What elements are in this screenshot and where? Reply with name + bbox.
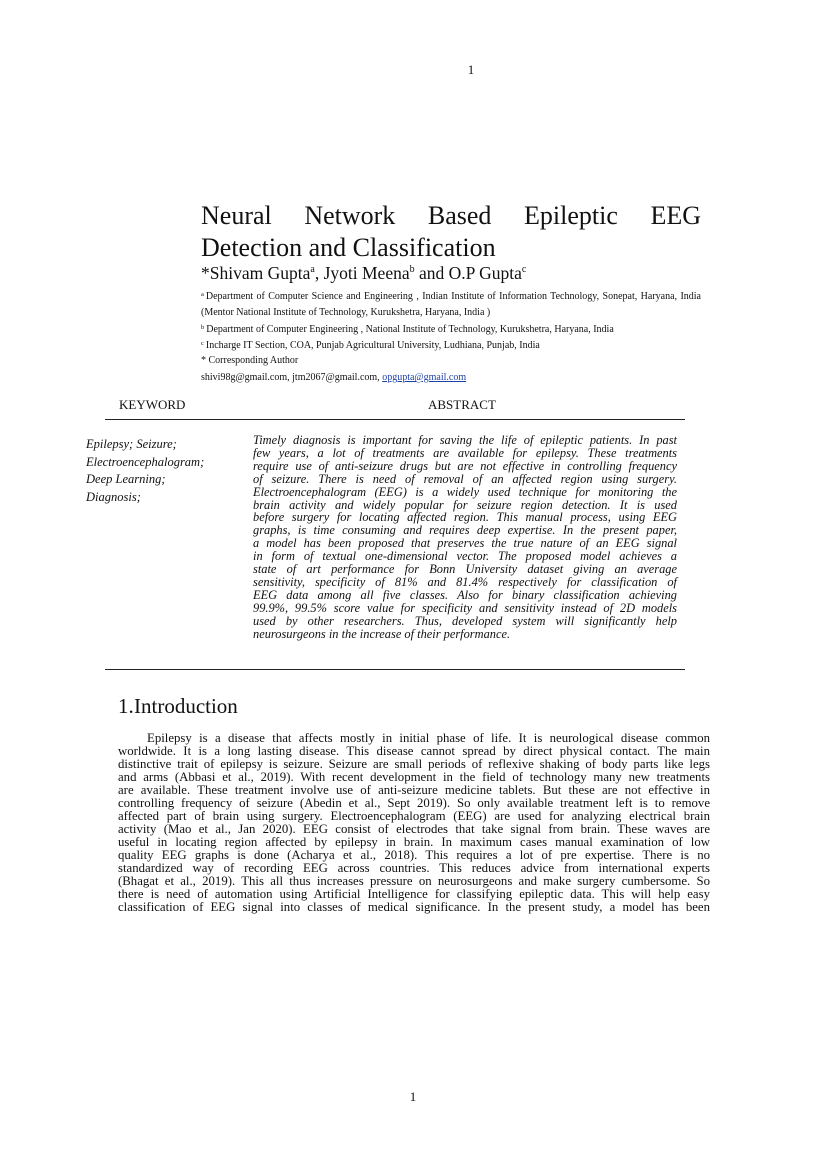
section-number: 1. — [118, 694, 134, 718]
title-line-1: Neural Network Based Epileptic EEG — [201, 201, 701, 230]
abstract-line: neurosurgeons in the increase of their performance. — [253, 626, 511, 641]
abstract-line: state of art performance for Bonn University dataset giving an average — [253, 562, 677, 577]
abstract-body — [253, 434, 677, 641]
abstract-line: graphs, is time consuming and requires deep expertise. In the present paper, — [253, 523, 677, 538]
intro-line: affected part of brain using surgery. Electroencephalogram (EEG) are used for analyzing electrical brain — [118, 809, 710, 823]
intro-line: quality EEG graphs is done (Acharya et al., 2018). This requires a lot of pre expertise. There is no — [118, 848, 710, 862]
affiliation-a — [201, 287, 701, 321]
abstract-line: a model has been proposed that preserves the true nature of an EEG signal — [253, 536, 677, 551]
keyword-item: Electroencephalogram; — [86, 454, 205, 469]
affiliation-a-text: Department of Computer Science and Engineering , Indian Institute of Information Technology, Sonepat, Haryana, India (Mentor National Institute of Technology, Kurukshetra, Haryana, India ) — [201, 291, 701, 318]
author-1: *Shivam Gupta — [201, 263, 311, 283]
emails-plain: shivi98g@gmail.com, jtm2067@gmail.com, — [201, 372, 383, 383]
page-number-bottom: 1 — [409, 1089, 417, 1104]
abstract-line: Electroencephalogram (EEG) is a widely used technique for monitoring the — [253, 484, 677, 499]
abstract-line: before surgery for locating affected region. This manual process, using EEG — [253, 510, 677, 525]
abstract-line: require use of anti-seizure drugs but are not effective in controlling frequency — [253, 458, 677, 473]
intro-line: useful in locating region affected by epilepsy in brain. In maximum cases manual examination of low — [118, 835, 710, 849]
abstract-line: EEG data among all five classes. Also for binary classification achieving — [253, 587, 677, 602]
bottom-divider — [105, 669, 685, 670]
section-heading — [118, 694, 238, 719]
intro-line: there is need of automation using Artificial Intelligence for classifying epileptic data. This will help easy — [118, 887, 710, 901]
section-title: Introduction — [134, 694, 238, 718]
abstract-line: Timely diagnosis is important for saving the life of epileptic patients. In past — [253, 433, 677, 447]
introduction-body — [118, 732, 710, 914]
page-number-top: 1 — [467, 62, 475, 77]
keyword-item: Epilepsy; Seizure; — [86, 437, 177, 451]
author-2-affil: b — [409, 264, 415, 275]
corresponding-author: * Corresponding Author — [201, 355, 299, 366]
abstract-header: ABSTRACT — [428, 397, 496, 412]
author-3-affil: c — [521, 264, 527, 275]
affiliation-b-marker: b — [201, 324, 205, 331]
author-2: , Jyoti Meena — [314, 263, 410, 283]
affiliation-c-marker: c — [201, 340, 204, 347]
intro-line: classification of EEG signal into classes of medical significance. In the present study, a model has been — [118, 900, 710, 914]
abstract-line: of seizure. There is need of removal of an affected region using surgery. — [253, 471, 677, 486]
keyword-header: KEYWORD — [119, 397, 186, 412]
intro-line: standardized way of recording EEG across countries. This reduces advice from international experts — [118, 861, 710, 875]
author-3: and O.P Gupta — [414, 263, 522, 283]
affiliation-c — [201, 336, 540, 354]
keyword-item: Deep Learning; — [86, 472, 166, 486]
abstract-line: used by other researchers. Thus, developed system will significantly help — [253, 613, 677, 628]
abstract-line: brain activity and widely popular for seizure region detection. It is used — [253, 497, 677, 512]
abstract-line: few years, a lot of treatments are available for epilepsy. These treatments — [253, 445, 677, 460]
email-link[interactable]: opgupta@gmail.com — [382, 372, 467, 383]
keyword-item: Diagnosis; — [86, 489, 141, 504]
intro-line: are available. These treatment involve use of anti-seizure medicine tablets. But these are not effective in — [118, 783, 710, 797]
intro-line: worldwide. It is a long lasting disease. This disease cannot spread by direct physical contact. The main — [118, 744, 710, 758]
affiliation-a-marker: a — [201, 291, 204, 298]
intro-line: controlling frequency of seizure (Abedin et al., Sept 2019). So only available treatment left is to remove — [118, 796, 710, 810]
paper-title — [201, 200, 701, 264]
author-list — [201, 263, 526, 284]
intro-line: and arms (Abbasi et al., 2019). With recent development in the field of technology many new treatments — [118, 770, 710, 784]
title-line-2: Detection and Classification — [201, 233, 496, 262]
abstract-line: in form of textual one-dimensional vector. The proposed model achieves a — [253, 549, 677, 564]
keyword-list — [86, 436, 204, 506]
intro-line: Epilepsy is a disease that affects mostly in initial phase of life. It is neurological disease common — [147, 731, 710, 745]
intro-line: (Bhagat et al., 2019). This all thus increases pressure on neurosurgeons and make surgery cumbersome. So — [118, 874, 710, 888]
affiliation-b-text: Department of Computer Engineering , National Institute of Technology, Kurukshetra, Haryana, India — [206, 324, 614, 335]
abstract-line: sensitivity, specificity of 81% and 81.4% respectively for classification of — [253, 574, 677, 589]
affiliation-c-text: Incharge IT Section, COA, Punjab Agricultural University, Ludhiana, Punjab, India — [205, 340, 540, 351]
intro-line: activity (Mao et al., Jan 2020). EEG consist of electrodes that take signal from brain. These waves are — [118, 822, 710, 836]
author-1-affil: a — [310, 264, 315, 275]
top-divider — [105, 419, 685, 420]
author-emails — [201, 370, 466, 386]
abstract-line: 99.9%, 99.5% score value for specificity and sensitivity instead of 2D models — [253, 600, 677, 615]
intro-line: distinctive trait of epilepsy is seizure. Seizure are small periods of reflexive shaking of body parts like legs — [118, 757, 710, 771]
